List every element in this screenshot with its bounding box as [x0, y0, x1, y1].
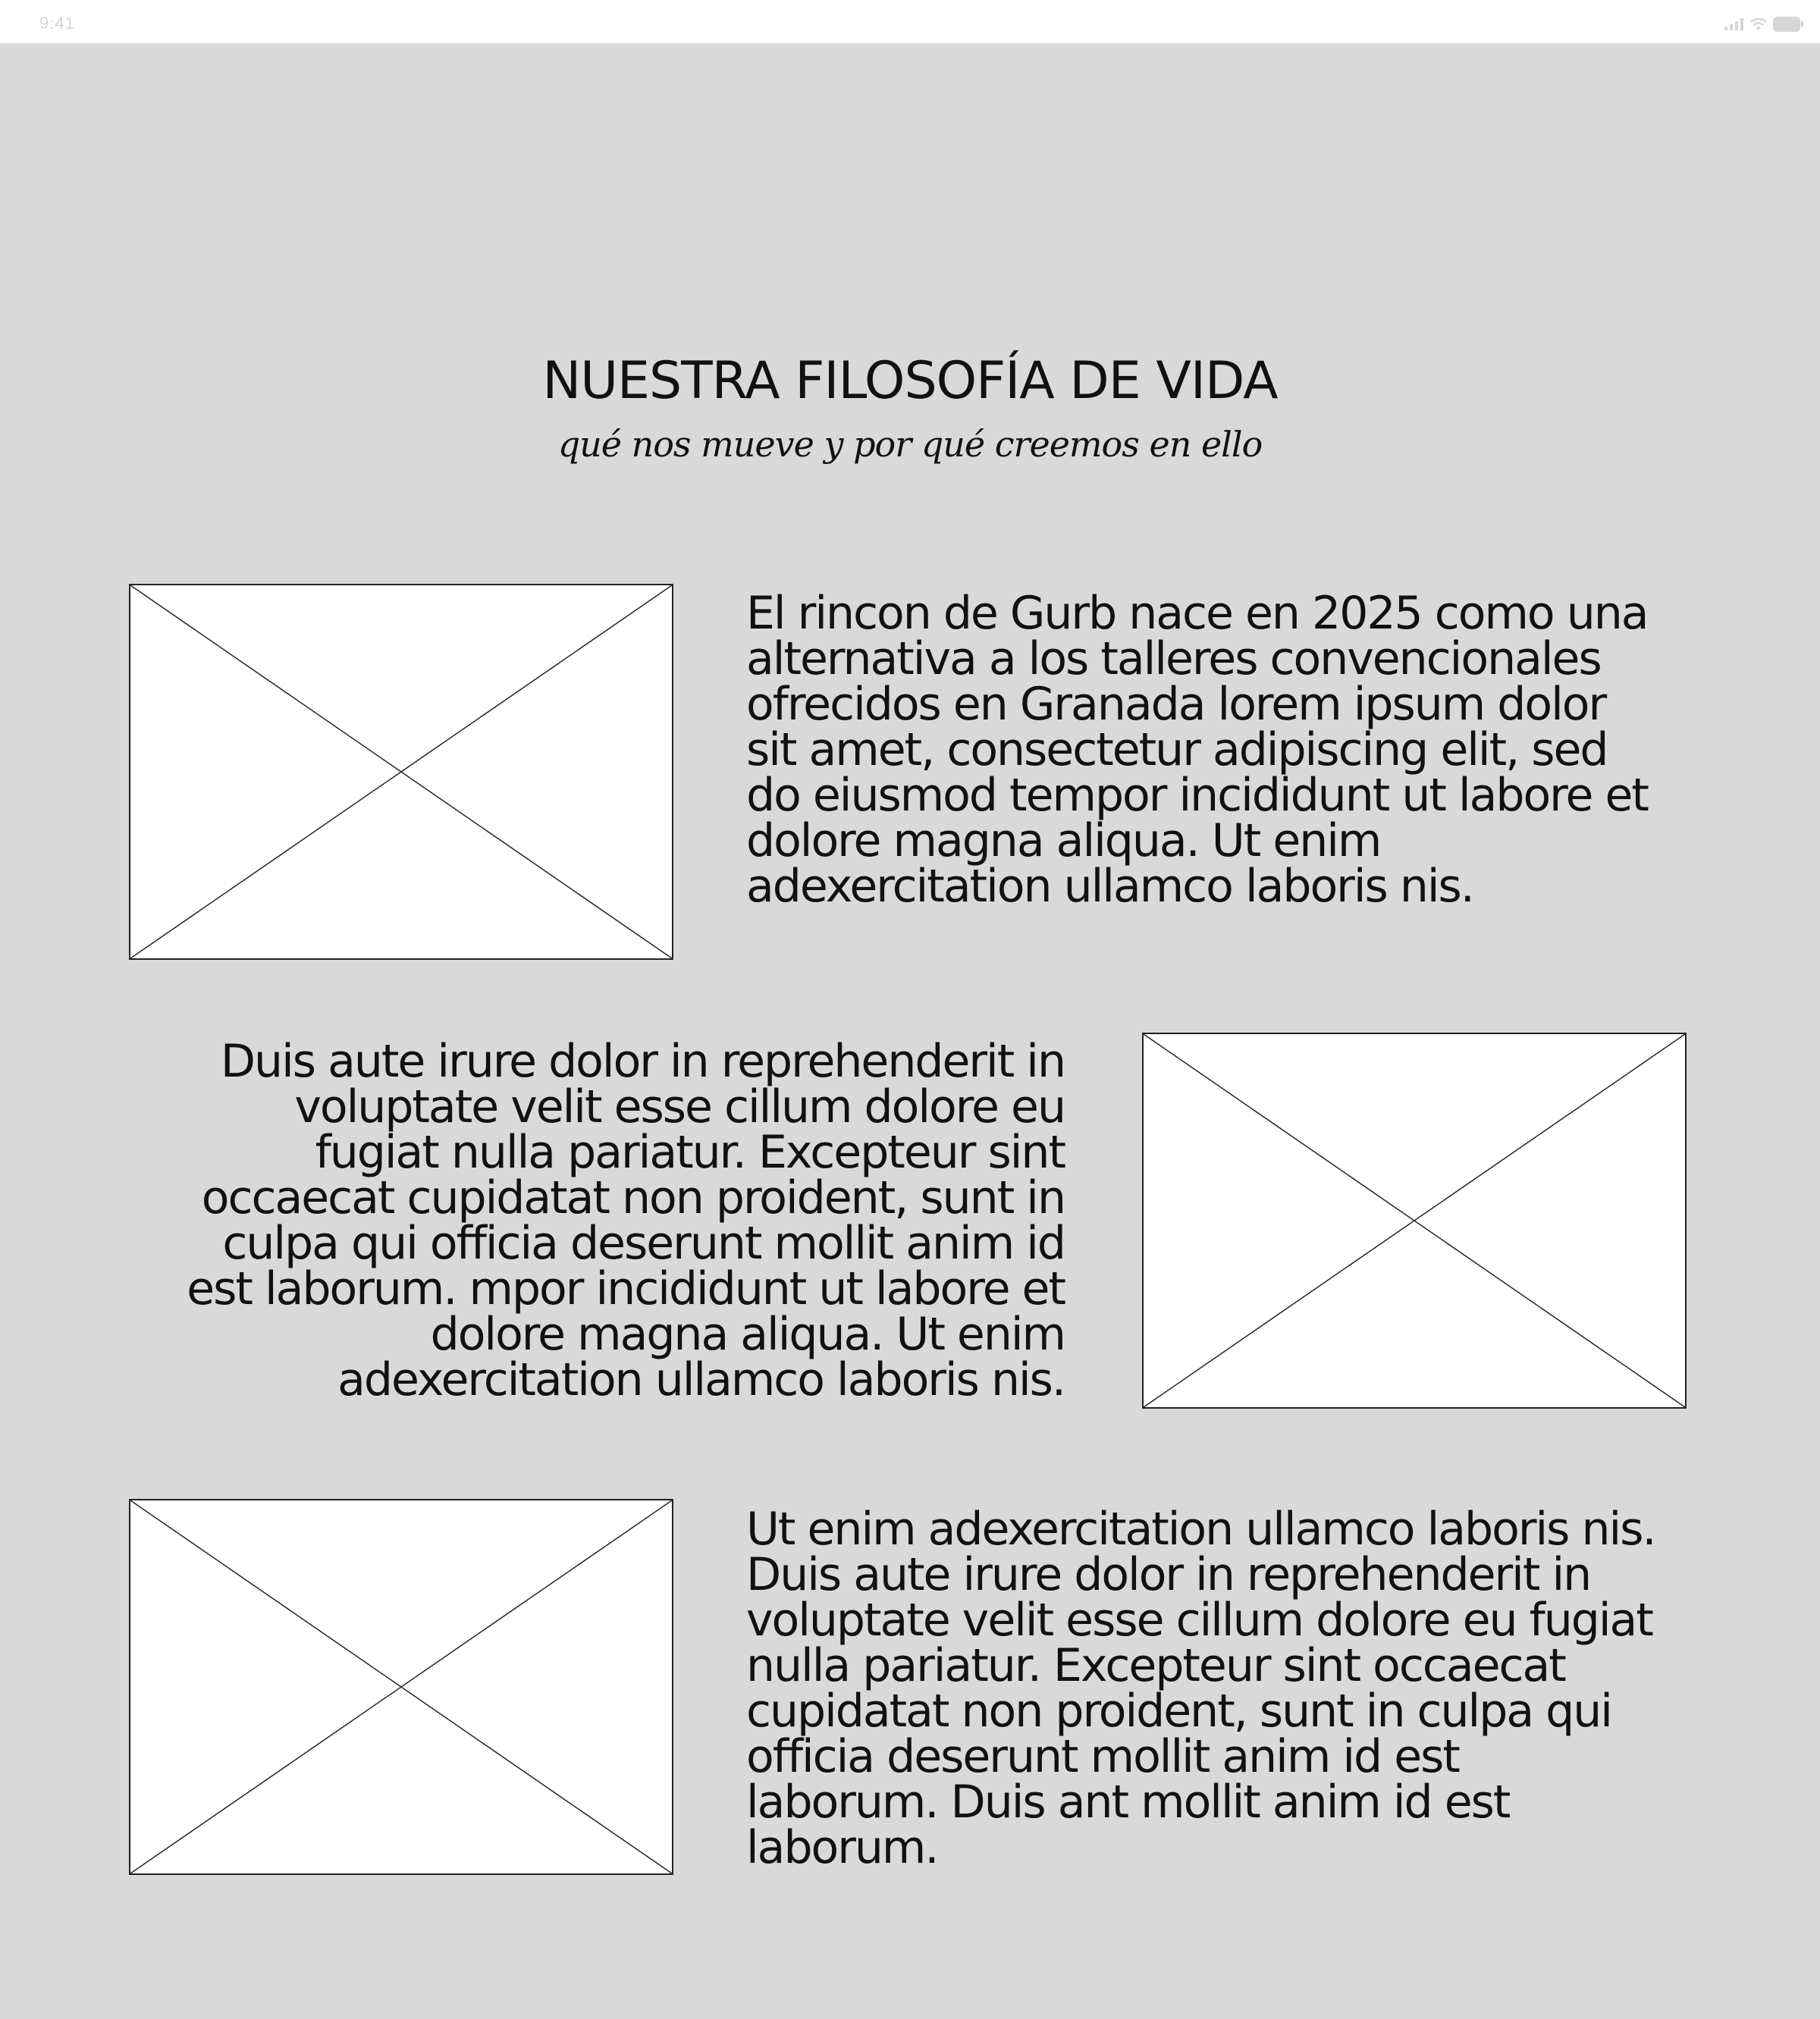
signal-icon	[1724, 18, 1744, 30]
battery-icon	[1773, 17, 1803, 32]
philosophy-page	[0, 43, 1820, 2019]
page-subtitle: qué nos mueve y por qué creemos en ello	[557, 424, 1263, 465]
image-placeholder	[129, 1499, 673, 1875]
image-placeholder	[129, 584, 673, 960]
page-title: NUESTRA FILOSOFÍA DE VIDA	[542, 351, 1278, 411]
image-placeholder	[1142, 1033, 1687, 1409]
image-placeholder-icon	[130, 1500, 672, 1873]
section-text: El rincon de Gurb nace en 2025 como una alternativa a los talleres convencionales ofrecidos en Granada lorem ipsum dolor sit amet, consectetur adipiscing elit, sed do eiusmod tempor incididunt ut labore et dolore magna aliqua. Ut enim adexercitation ullamco laboris nis.	[746, 587, 1648, 913]
section-text: Duis aute irure dolor in reprehenderit in voluptate velit esse cillum dolore eu fugiat nulla pariatur. Excepteur sint occaecat cupidatat non proident, sunt in culpa qui officia deserunt mollit anim id est laborum. mpor incididunt ut labore et dolore magna aliqua. Ut enim adexercitation ullamco laboris nis.	[187, 1035, 1065, 1406]
wifi-icon	[1750, 18, 1767, 30]
image-placeholder-icon	[1144, 1034, 1685, 1407]
status-bar	[0, 0, 1820, 43]
section-text: Ut enim adexercitation ullamco laboris nis. Duis aute irure dolor in reprehenderit in voluptate velit esse cillum dolore eu fugiat nulla pariatur. Excepteur sint occaecat cupidatat non proident, sunt in culpa qui officia deserunt mollit anim id est laborum. Duis ant mollit anim id est laborum.	[746, 1503, 1655, 1874]
status-time: 9:41	[39, 14, 75, 33]
image-placeholder-icon	[130, 585, 672, 958]
status-icons	[1724, 17, 1803, 32]
